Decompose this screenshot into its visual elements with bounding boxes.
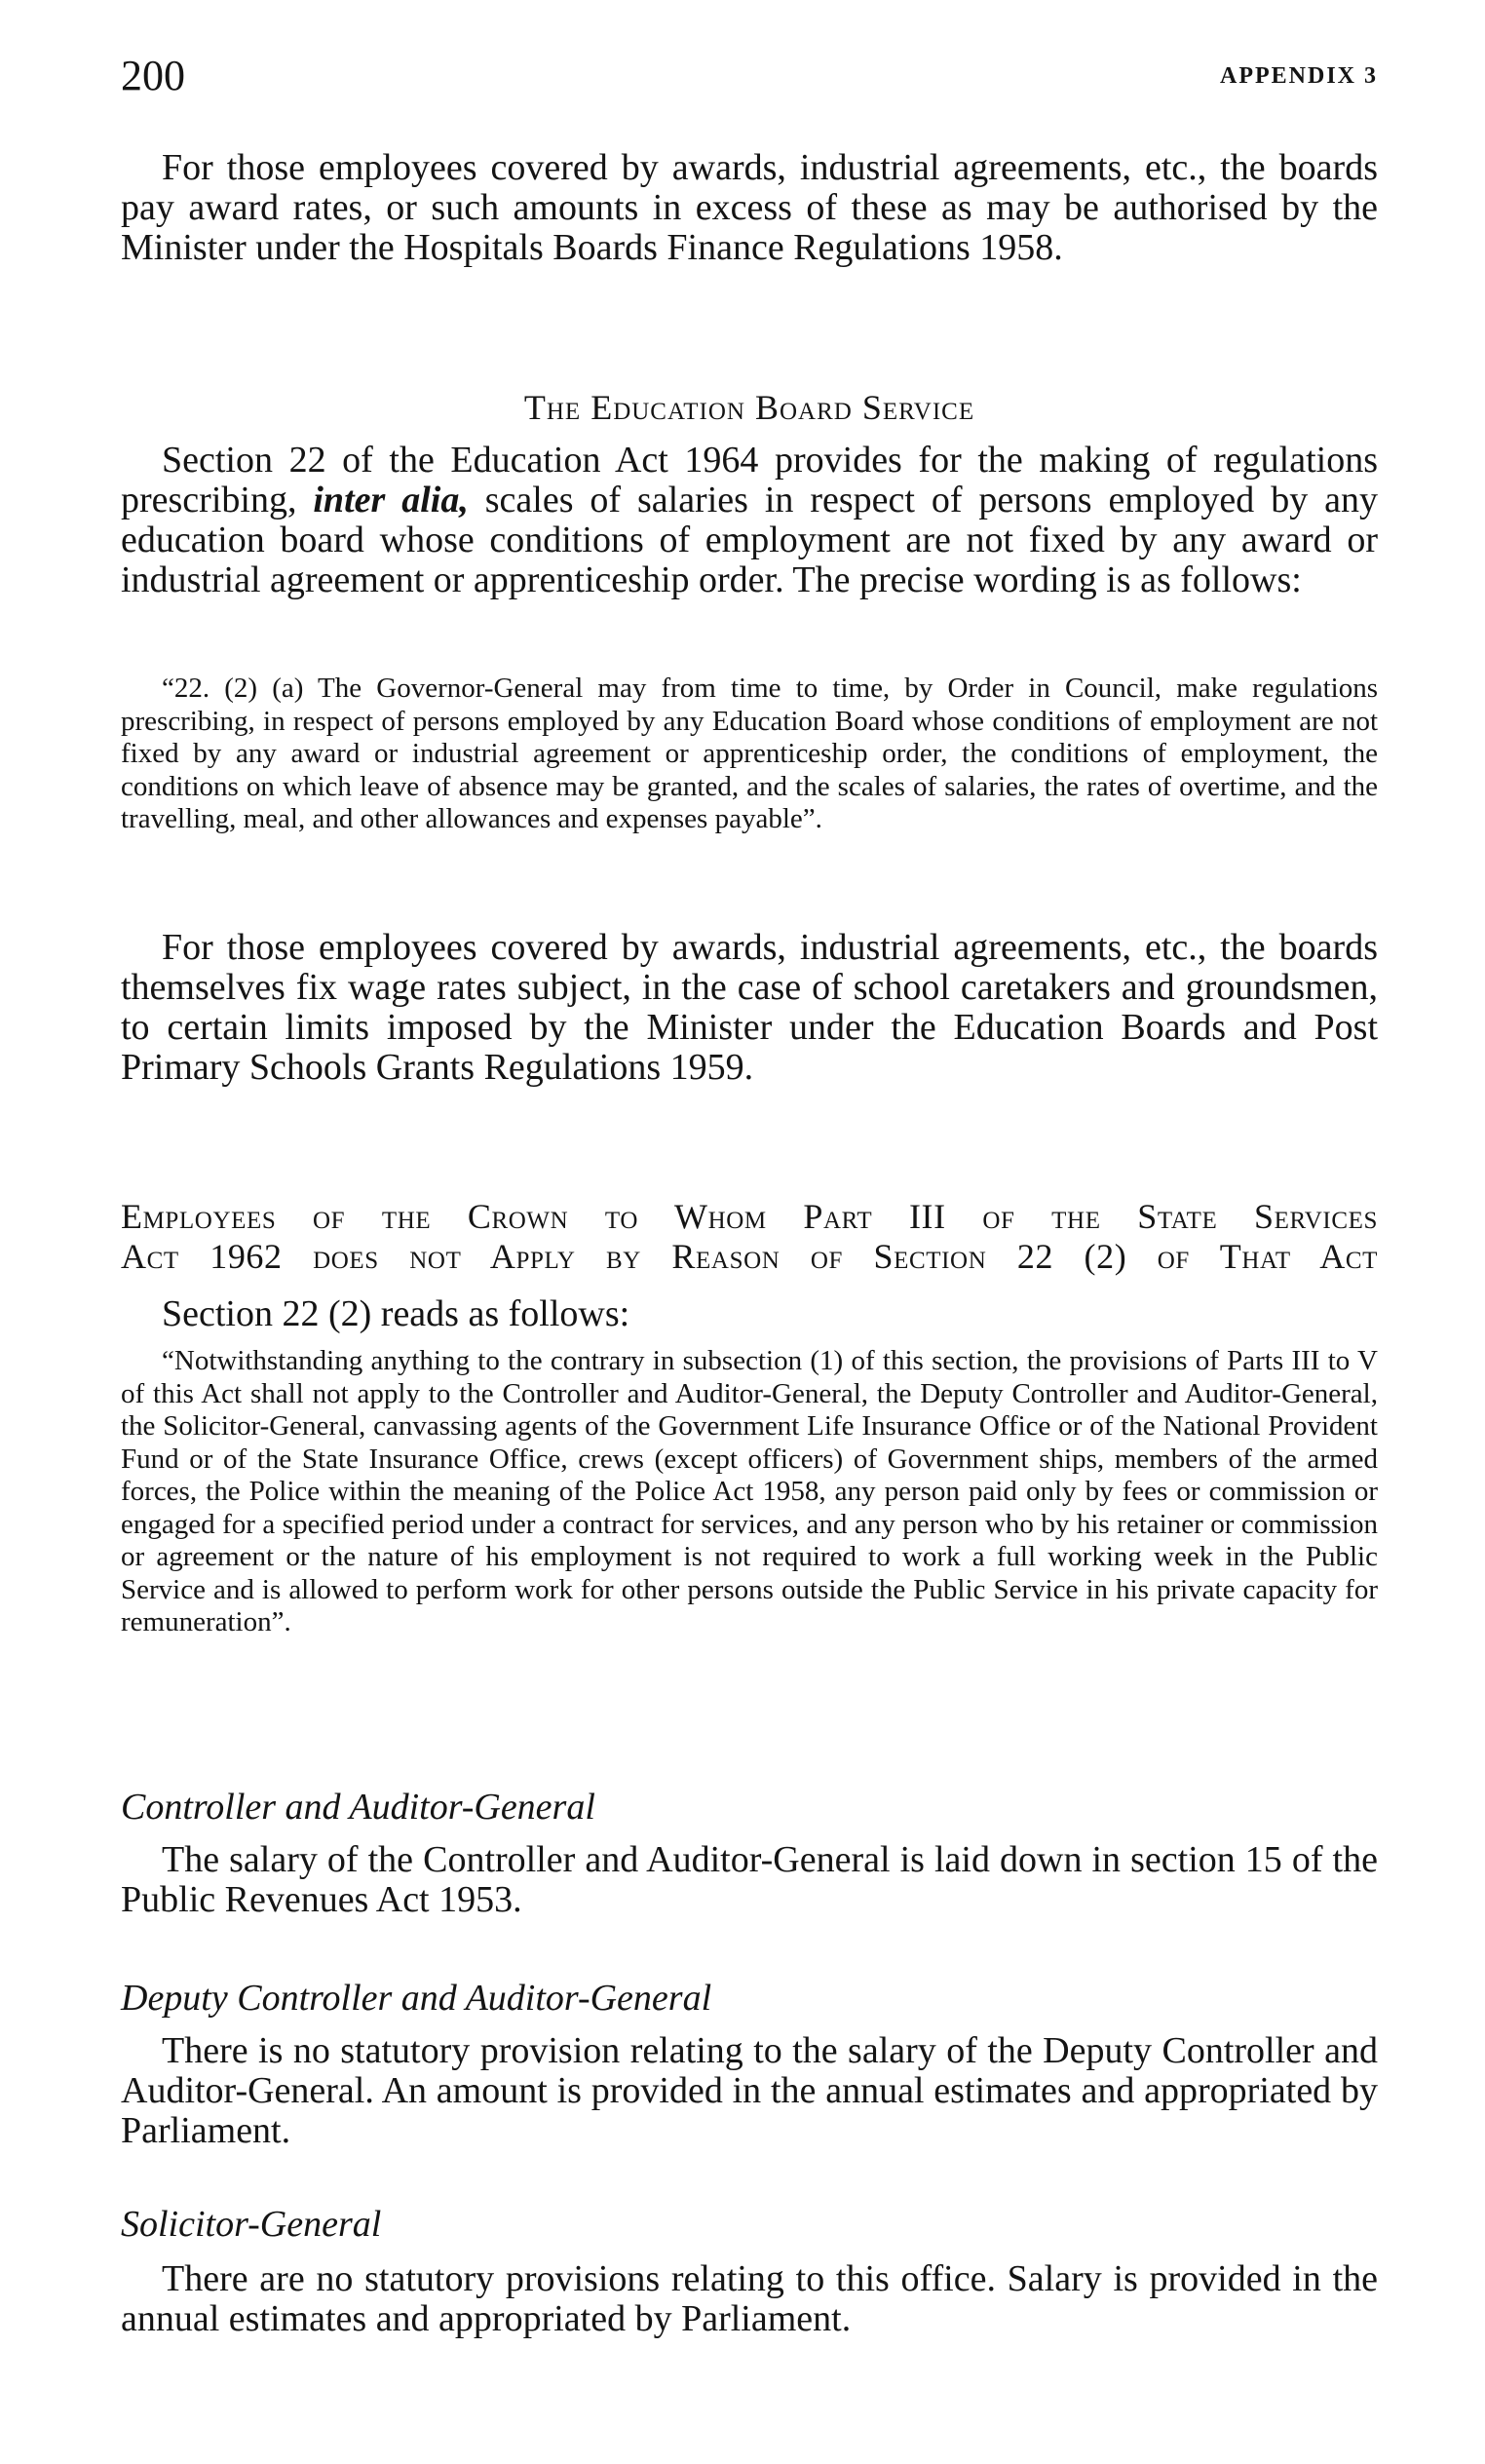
- section-heading-crown-line-2: Act 1962 does not Apply by Reason of Section 22 (2) of That Act: [121, 1237, 1378, 1276]
- running-head: APPENDIX 3: [1220, 63, 1378, 89]
- subheading-deputy-controller: Deputy Controller and Auditor-General: [121, 1978, 712, 2019]
- quote-state-services-section-22: “Notwithstanding anything to the contrary in subsection (1) of this section, the provisions of Parts III to V of this Act shall not apply to the Controller and Auditor-General, the Deputy Controller and Auditor-General, the Solicitor-General, canvassing agents of the Government Life Insurance Office or of the National Provident Fund or of the State Insurance Office, crews (except officers) of Government ships, members of the armed forces, the Police within the meaning of the Police Act 1958, any person paid only by fees or commission or engaged for a specified period under a contract for services, and any person who by his retainer or commission or agreement or the nature of his employment is not required to work a full working week in the Public Service and is allowed to perform work for other persons outside the Public Service in his private capacity for remuneration”.: [121, 1345, 1378, 1637]
- section-heading-crown-line-1: Employees of the Crown to Whom Part III of the State Services: [121, 1197, 1378, 1236]
- paragraph-education-awards: For those employees covered by awards, industrial agreements, etc., the boards themselves fix wage rates subject, in the case of school caretakers and groundsmen, to certain limits imposed by the Minister under the Education Boards and Post Primary Schools Grants Regulations 1959.: [121, 927, 1378, 1088]
- paragraph-education-act-text-2: scales of salaries in respect of persons employed by any education board whose conditions of employment are not fixed by any award or industrial agreement or apprenticeship order. The precise wording is as follows:: [121, 480, 1378, 600]
- subheading-controller-auditor-general: Controller and Auditor-General: [121, 1787, 595, 1828]
- paragraph-controller-salary: The salary of the Controller and Auditor-General is laid down in section 15 of the Public Revenues Act 1953.: [121, 1839, 1378, 1920]
- paragraph-education-act-text-1: Section 22 of the Education Act 1964 provides for the making of regulations prescribing,: [121, 440, 1378, 520]
- paragraph-education-act-emphasis: inter alia,: [313, 480, 469, 520]
- paragraph-education-act: [121, 441, 1378, 600]
- paragraph-solicitor-general-salary: There are no statutory provisions relating to this office. Salary is provided in the annual estimates and appropriated by Parliament.: [121, 2258, 1378, 2339]
- section-heading-education-board: The Education Board Service: [523, 388, 975, 427]
- quote-education-act-section-22: “22. (2) (a) The Governor-General may from time to time, by Order in Council, make regulations prescribing, in respect of persons employed by any Education Board whose conditions of employment are not fixed by any award or industrial agreement or apprenticeship order, the conditions of employment, the conditions on which leave of absence may be granted, and the scales of salaries, the rates of overtime, and the travelling, meal, and other allowances and expenses payable”.: [121, 673, 1378, 834]
- paragraph-deputy-controller-salary: There is no statutory provision relating to the salary of the Deputy Controller and Auditor-General. An amount is provided in the annual estimates and appropriated by Parliament.: [121, 2030, 1378, 2151]
- section-heading-crown-employees: [121, 1197, 1378, 1277]
- page-number: 200: [121, 52, 185, 99]
- paragraph-hospital-awards: For those employees covered by awards, industrial agreements, etc., the boards pay award rates, or such amounts in excess of these as may be authorised by the Minister under the Hospitals Boards Finance Regulations 1958.: [121, 147, 1378, 268]
- page-header: [121, 47, 1378, 105]
- subheading-solicitor-general: Solicitor-General: [121, 2204, 382, 2245]
- paragraph-section-22-intro: Section 22 (2) reads as follows:: [162, 1293, 630, 1334]
